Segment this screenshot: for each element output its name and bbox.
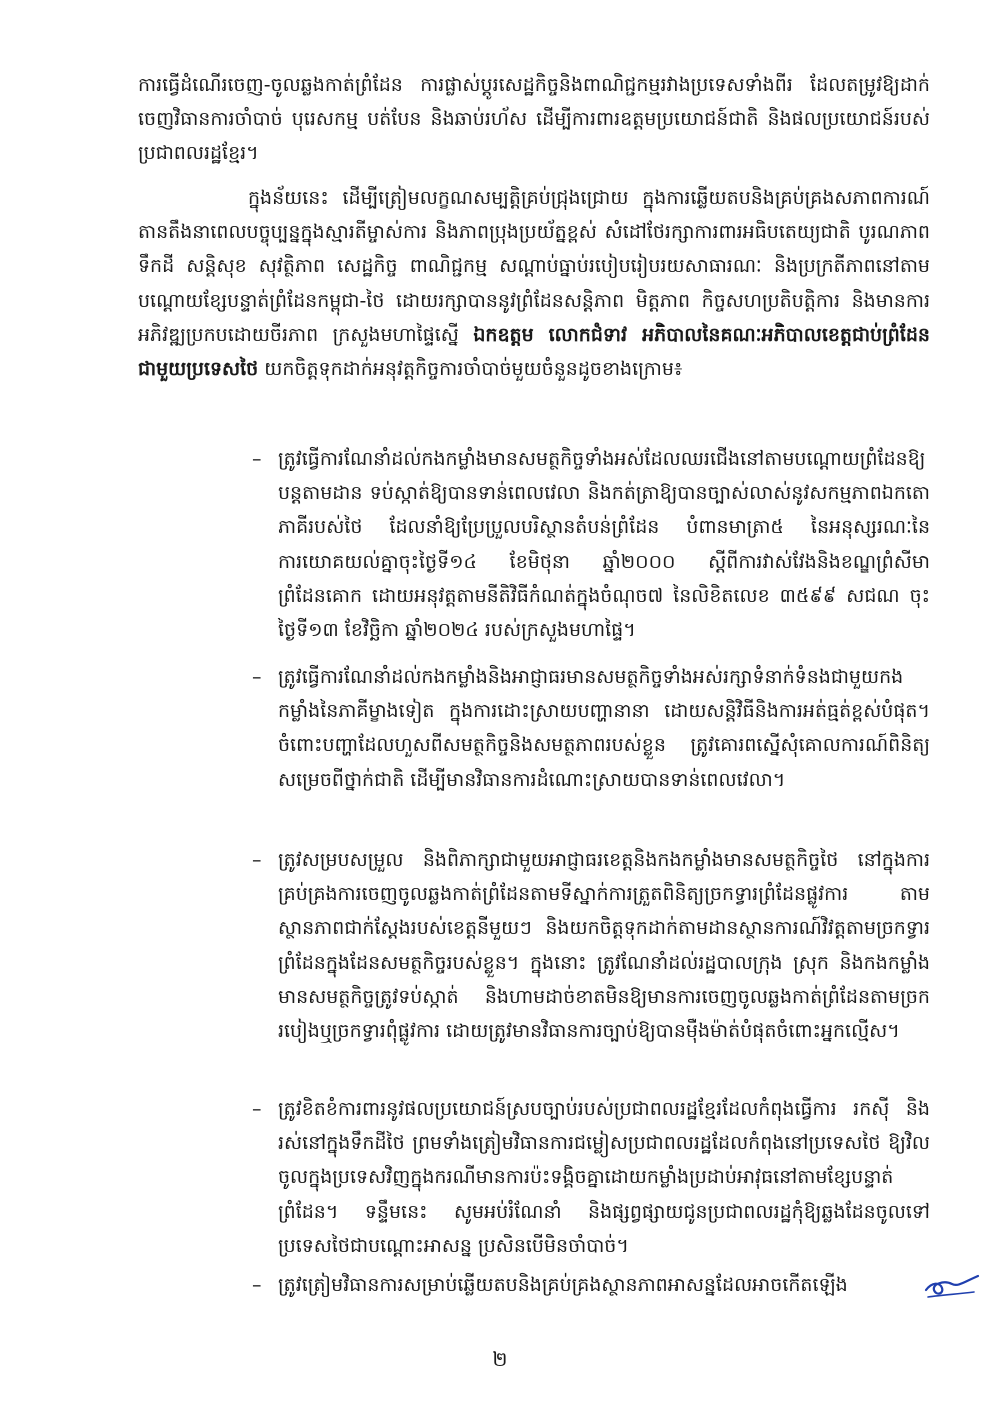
bullet-text: ត្រូវធ្វើការណែនាំដល់កងកម្លាំងមានសមត្ថកិច្ចទាំងអស់ដែលឈរជើងនៅតាមបណ្ដោយព្រំដែនឱ្យបន្តតាមដាន ទប់ស្កាត់ឱ្យបានទាន់ពេលវេលា និងកត់ត្រាឱ្យបានច្បាស់លាស់នូវសកម្មភាពឯកតោភាគីរបស់ថៃ ដែលនាំឱ្យប្រែប្រួលបរិស្ថានតំបន់ព្រំដែន បំពានមាត្រា៥ នៃអនុស្សរណៈនៃការយោគយល់គ្នាចុះថ្ងៃទី១៤ ខែមិថុនា ឆ្នាំ២០០០ ស្ដីពីការវាស់វែងនិងខណ្ឌព្រំសីមាព្រំដែនគោក ដោយអនុវត្តតាមនីតិវិធីកំណត់ក្នុងចំណុច៧ នៃលិខិតលេខ ៣៥៩៩ សជណ ចុះថ្ងៃទី១៣ ខែវិច្ឆិកា ឆ្នាំ២០២៤ របស់ក្រសួងមហាផ្ទៃ។ <box>278 448 930 642</box>
intro-paragraph: ការធ្វើដំណើរចេញ-ចូលឆ្លងកាត់ព្រំដែន ការផ្លាស់ប្ដូរសេដ្ឋកិច្ចនិងពាណិជ្ជកម្មរវាងប្រទេសទាំងពីរ ដែលតម្រូវឱ្យដាក់ចេញវិធានការចាំបាច់ បុរេសកម្ម បត់បែន និងឆាប់រហ័ស ដើម្បីការពារឧត្តមប្រយោជន៍ជាតិ និងផលប្រយោជន៍របស់ប្រជាពលរដ្ឋខ្មែរ។ <box>138 74 930 165</box>
handwritten-initial-mark <box>922 1268 982 1302</box>
bullet-dash: – <box>252 1274 262 1296</box>
bullet-dash: – <box>252 849 262 871</box>
addressee-bold: ឯកឧត្ដម លោកជំទាវ អភិបាលនៃគណៈអភិបាលខេត្តជាប់ព្រំដែនជាមួយប្រទេសថៃ <box>138 323 930 381</box>
bullet-text: ត្រូវសម្របសម្រួល និងពិភាក្សាជាមួយអាជ្ញាធរខេត្តនិងកងកម្លាំងមានសមត្ថកិច្ចថៃ នៅក្នុងការគ្រប់គ្រងការចេញចូលឆ្លងកាត់ព្រំដែនតាមទីស្នាក់ការត្រួតពិនិត្យច្រកទ្វារព្រំដែនផ្លូវការ តាមស្ថានភាពជាក់ស្ដែងរបស់ខេត្តនីមួយៗ និងយកចិត្តទុកដាក់តាមដានស្ថានការណ៍វិវត្តតាមច្រកទ្វារព្រំដែនក្នុងដែនសមត្ថកិច្ចរបស់ខ្លួន។ ក្នុងនោះ ត្រូវណែនាំដល់រដ្ឋបាលក្រុង ស្រុក និងកងកម្លាំងមានសមត្ថកិច្ចត្រូវទប់ស្កាត់ និងហាមដាច់ខាតមិនឱ្យមានការចេញចូលឆ្លងកាត់ព្រំដែនតាមច្រករបៀងឬច្រកទ្វារពុំផ្លូវការ ដោយត្រូវមានវិធានការច្បាប់ឱ្យបានម៉ឺងម៉ាត់បំផុតចំពោះអ្នកល្មើស។ <box>278 849 930 1043</box>
main-text-start: ក្នុងន័យនេះ ដើម្បីត្រៀមលក្ខណសម្បត្តិគ្រប់ជ្រុងជ្រោយ ក្នុងការឆ្លើយតបនិងគ្រប់គ្រងសភាពការណ៍តានតឹងនាពេលបច្ចុប្បន្នក្នុងស្មារតីម្ចាស់ការ និងភាពប្រុងប្រយ័ត្នខ្ពស់ សំដៅថែរក្សាការពារអធិបតេយ្យជាតិ បូរណភាពទឹកដី សន្តិសុខ សុវត្ថិភាព សេដ្ឋកិច្ច ពាណិជ្ជកម្ម សណ្ដាប់ធ្នាប់របៀបរៀបរយសាធារណៈ និងប្រក្រតីភាពនៅតាមបណ្ដោយខ្សែបន្ទាត់ព្រំដែនកម្ពុជា-ថៃ ដោយរក្សាបាននូវព្រំដែនសន្តិភាព មិត្តភាព កិច្ចសហប្រតិបត្តិការ និងមានការអភិវឌ្ឍប្រកបដោយចីរភាព ក្រសួងមហាផ្ទៃស្នើ <box>138 187 930 346</box>
bullet-item <box>252 843 930 1048</box>
page-number: ២ <box>492 1347 508 1371</box>
bullet-item <box>252 660 930 797</box>
bullet-item <box>252 1268 930 1302</box>
ink-stroke <box>926 1276 978 1294</box>
bullet-dash: – <box>252 448 262 470</box>
main-paragraph <box>138 181 930 386</box>
bullet-text: ត្រូវខិតខំការពារនូវផលប្រយោជន៍ស្របច្បាប់របស់ប្រជាពលរដ្ឋខ្មែរដែលកំពុងធ្វើការ រកស៊ី និងរស់នៅក្នុងទឹកដីថៃ ព្រមទាំងត្រៀមវិធានការជម្លៀសប្រជាពលរដ្ឋដែលកំពុងនៅប្រទេសថៃ ឱ្យវិលចូលក្នុងប្រទេសវិញក្នុងករណីមានការប៉ះទង្គិចគ្នាដោយកម្លាំងប្រដាប់អាវុធនៅតាមខ្សែបន្ទាត់ព្រំដែន។ ទន្ទឹមនេះ សូមអប់រំណែនាំ និងផ្សព្វផ្សាយជូនប្រជាពលរដ្ឋកុំឱ្យឆ្លងដែនចូលទៅប្រទេសថៃជាបណ្ដោះអាសន្ន ប្រសិនបើមិនចាំបាច់។ <box>278 1098 930 1257</box>
bullet-text: ត្រូវត្រៀមវិធានការសម្រាប់ឆ្លើយតបនិងគ្រប់គ្រងស្ថានភាពអាសន្នដែលអាចកើតឡើង <box>278 1274 848 1296</box>
bullet-dash: – <box>252 1098 262 1120</box>
bullet-item <box>252 442 930 647</box>
bullet-text: ត្រូវធ្វើការណែនាំដល់កងកម្លាំងនិងអាជ្ញាធរមានសមត្ថកិច្ចទាំងអស់រក្សាទំនាក់ទំនងជាមួយកងកម្លាំងនៃភាគីម្ខាងទៀត ក្នុងការដោះស្រាយបញ្ហានានា ដោយសន្តិវិធីនិងការអត់ធ្មត់ខ្ពស់បំផុត។ ចំពោះបញ្ហាដែលហួសពីសមត្ថកិច្ចនិងសមត្ថភាពរបស់ខ្លួន ត្រូវគោរពស្នើសុំគោលការណ៍ពិនិត្យសម្រេចពីថ្នាក់ជាតិ ដើម្បីមានវិធានការដំណោះស្រាយបានទាន់ពេលវេលា។ <box>278 666 930 791</box>
bullet-item <box>252 1092 930 1263</box>
bullet-dash: – <box>252 666 262 688</box>
main-text-end: យកចិត្តទុកដាក់អនុវត្តកិច្ចការចាំបាច់មួយចំនួនដូចខាងក្រោម៖ <box>258 358 683 381</box>
